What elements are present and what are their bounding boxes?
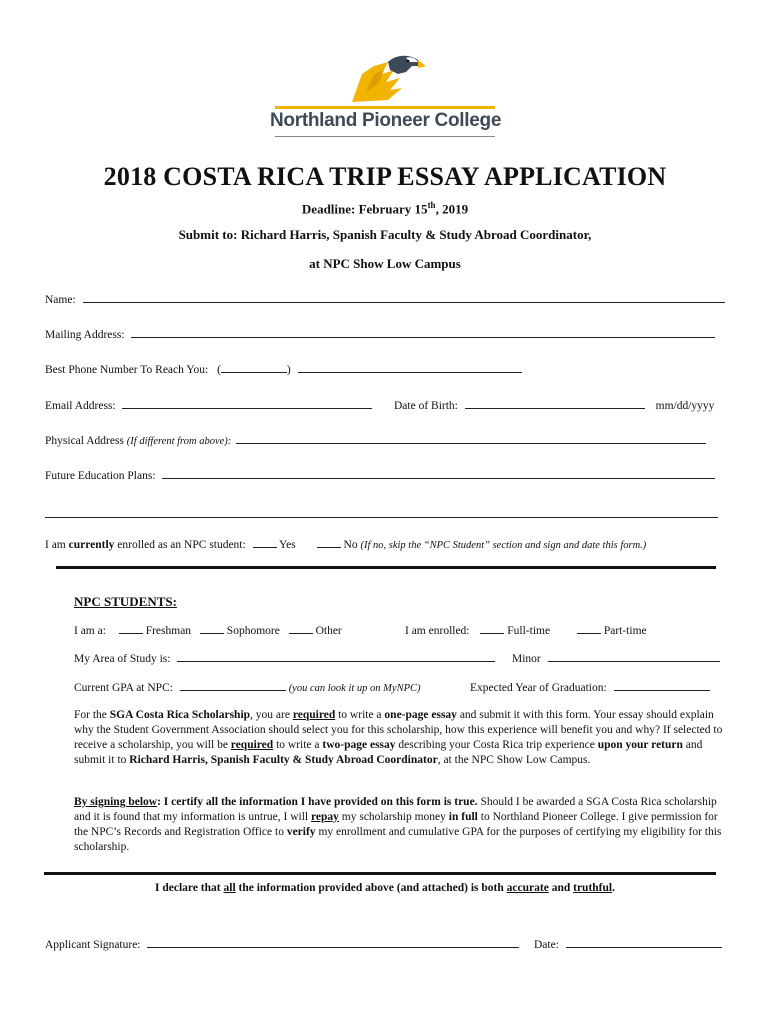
certify-paragraph: By signing below: I certify all the information I have provided on this form is true. Should I be awarded a SGA Costa Rica scholarship and it is found that my information is untrue, I will repay my scholarship money in full to Northland Pioneer College. I give permission for the NPC’s Records and Registration Office to verify my enrollment and cumulative GPA for the purposes of certifying my eligibility for this scholarship. xyxy=(74,796,722,853)
name-label: Name: xyxy=(45,294,76,306)
minor-field[interactable] xyxy=(548,651,720,662)
gpa-note: (you can look it up on MyNPC) xyxy=(288,683,421,694)
grad-row: Expected Year of Graduation: xyxy=(470,680,710,694)
area-code-field[interactable] xyxy=(221,362,287,373)
divider-thick xyxy=(56,566,716,569)
year-row: I am a: Freshman Sophomore Other xyxy=(74,625,342,637)
yes-blank[interactable] xyxy=(253,538,277,548)
email-label: Email Address: xyxy=(45,400,116,412)
physical-label: Physical Address xyxy=(45,435,124,447)
divider-thick-2 xyxy=(44,872,716,875)
no-blank[interactable] xyxy=(317,538,341,548)
grad-year-field[interactable] xyxy=(614,680,710,691)
area-of-study-field[interactable] xyxy=(177,651,495,662)
dob-field[interactable] xyxy=(465,398,645,409)
physical-note: (If different from above): xyxy=(126,436,232,447)
page-title: 2018 COSTA RICA TRIP ESSAY APPLICATION xyxy=(103,162,667,191)
enrolled-note: (If no, skip the “NPC Student” section and sign and date this form.) xyxy=(360,540,647,551)
dob-label: Date of Birth: xyxy=(394,400,458,412)
date-label: Date: xyxy=(534,939,559,951)
mailing-label: Mailing Address: xyxy=(45,329,125,341)
phone-number-field[interactable] xyxy=(298,362,522,373)
other-blank[interactable] xyxy=(289,624,313,634)
yes-label: Yes xyxy=(279,539,296,551)
essay-paragraph: For the SGA Costa Rica Scholarship, you are required to write a one-page essay and submit it with this form. Your essay should explain why the Student Government Association should select you for this scholarship, how this experience will benefit you and why? If selected to receive a scholarship, you will be required to write a two-page essay describing your Costa Rica trip experience upon your return and submit it to Richard Harris, Spanish Faculty & Study Abroad Coordinator, at the NPC Show Low Campus. xyxy=(74,709,723,766)
signature-label: Applicant Signature: xyxy=(45,939,141,951)
dob-row xyxy=(394,398,714,412)
npc-heading: NPC STUDENTS: xyxy=(74,594,177,609)
sophomore-blank[interactable] xyxy=(200,624,224,634)
future-education-field-2[interactable] xyxy=(45,507,718,518)
minor-row: Minor xyxy=(512,651,720,665)
future-education-field[interactable] xyxy=(162,468,715,479)
deadline: Deadline: February 15th, 2019 xyxy=(301,200,469,217)
name-field[interactable] xyxy=(83,292,725,303)
date-row xyxy=(534,937,722,951)
enrollment-row: I am enrolled: Full-time Part-time xyxy=(405,625,647,637)
gpa-row: Current GPA at NPC: (you can look it up on MyNPC) xyxy=(74,682,421,694)
physical-address-field[interactable] xyxy=(236,433,706,444)
no-label: No xyxy=(343,539,358,551)
area-row: My Area of Study is: xyxy=(74,651,495,665)
submit-to: Submit to: Richard Harris, Spanish Faculty & Study Abroad Coordinator, xyxy=(178,227,592,242)
eagle-icon xyxy=(270,44,500,108)
name-row xyxy=(45,292,725,306)
future-row xyxy=(45,468,715,482)
phone-row: Best Phone Number To Reach You: ( ) xyxy=(45,362,522,376)
declaration: I declare that all the information provided above (and attached) is both accurate and truthful. xyxy=(155,882,615,894)
physical-row xyxy=(45,433,706,447)
dob-format: mm/dd/yyyy xyxy=(655,400,715,412)
college-logo xyxy=(270,44,500,144)
signature-row xyxy=(45,937,519,951)
mailing-row xyxy=(45,327,715,341)
signature-field[interactable] xyxy=(147,937,519,948)
college-name: Northland Pioneer College xyxy=(270,110,502,131)
email-field[interactable] xyxy=(122,398,372,409)
email-row xyxy=(45,398,372,412)
freshman-blank[interactable] xyxy=(119,624,143,634)
full-time-blank[interactable] xyxy=(480,624,504,634)
enrolled-row: I am currently enrolled as an NPC student: Yes No (If no, skip the “NPC Student” section and sign and date this form.) xyxy=(45,539,647,551)
mailing-address-field[interactable] xyxy=(131,327,715,338)
date-field[interactable] xyxy=(566,937,722,948)
phone-label: Best Phone Number To Reach You: xyxy=(45,364,209,376)
campus: at NPC Show Low Campus xyxy=(309,256,461,271)
future-label: Future Education Plans: xyxy=(45,470,156,482)
part-time-blank[interactable] xyxy=(577,624,601,634)
logo-divider-gray xyxy=(275,136,495,137)
logo-divider-gold xyxy=(275,106,495,109)
gpa-field[interactable] xyxy=(180,680,286,691)
